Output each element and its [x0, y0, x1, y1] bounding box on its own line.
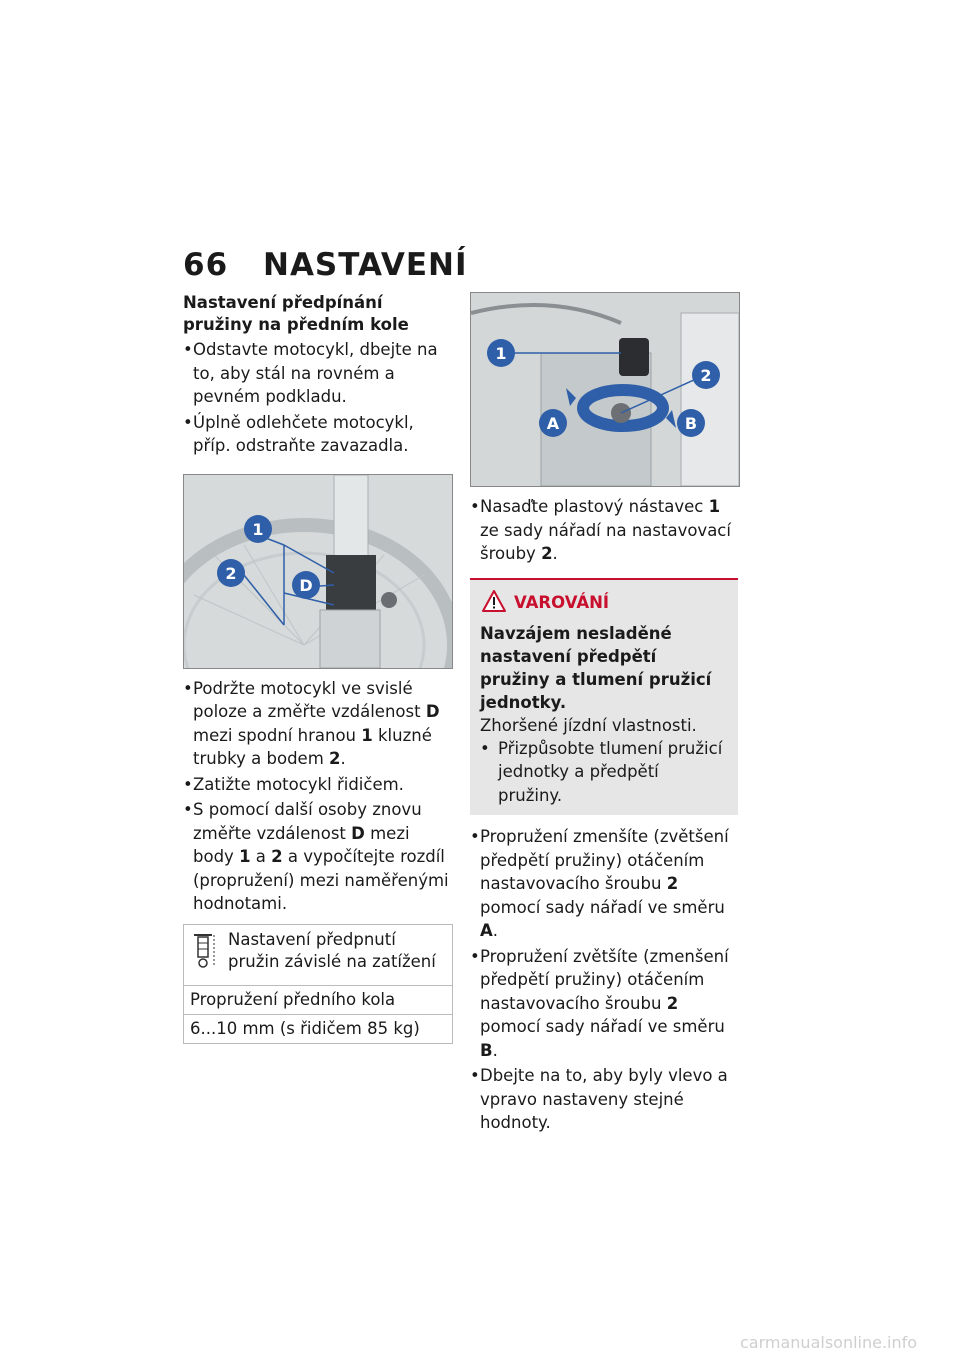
callout-a: A [546, 414, 560, 433]
list-item: • Dbejte na to, aby byly vlevo a vpravo nastaveny stejné hodnoty. [470, 1064, 738, 1135]
adjuster-illustration [471, 293, 739, 486]
list-item: • Zatižte motocykl řidičem. [183, 773, 451, 797]
left-column [183, 292, 451, 1044]
chapter-title: NASTAVENÍ [263, 247, 468, 283]
page-header [183, 247, 468, 283]
fork-illustration [184, 475, 452, 668]
spec-table [183, 924, 453, 1044]
callout-2: 2 [225, 563, 237, 583]
section-title: Nastavení předpínání pružiny na předním kole [183, 293, 409, 334]
list-item: • Nasaďte plastový nástavec 1 ze sady nářadí na nastavovací šrouby 2. [470, 495, 738, 566]
spec-header-text: Nastavení předpnutí pružin závislé na zatížení [228, 929, 436, 971]
warning-triangle-icon [482, 590, 506, 616]
fork-measurement-figure [183, 474, 453, 669]
callout-1: 1 [252, 519, 264, 539]
spec-value: 6...10 mm (s řidičem 85 kg) [190, 1018, 420, 1038]
list-item: • Přizpůsobte tlumení pružicí jednotky a předpětí pružiny. [480, 737, 728, 808]
right-column [470, 292, 738, 1137]
attach-list [470, 495, 738, 566]
page-number: 66 [183, 247, 229, 283]
spec-label: Propružení předního kola [184, 986, 452, 1015]
list-item: • Propružení zvětšíte (zmenšení předpětí pružiny) otáčením nastavovacího šroubu 2 pomocí sady nářadí ve směru B. [470, 945, 738, 1063]
callout-b: B [684, 414, 698, 433]
suspension-icon [188, 929, 228, 979]
list-item: • Podržte motocykl ve svislé poloze a změřte vzdálenost D mezi spodní hranou 1 kluzné trubky a bodem 2. [183, 677, 451, 771]
adjust-list [470, 825, 738, 1135]
list-item: • Odstavte motocykl, dbejte na to, aby stál na rovném a pevném podkladu. [183, 338, 451, 409]
warning-list [470, 737, 738, 808]
footer-watermark: carmanualsonline.info [740, 1333, 918, 1352]
prep-list [183, 338, 451, 458]
warning-consequence: Zhoršené jízdní vlastnosti. [480, 715, 697, 735]
measure-list [183, 677, 451, 916]
warning-header [470, 590, 738, 616]
spec-header [184, 925, 452, 986]
callout-1: 1 [495, 344, 507, 363]
callout-d: D [299, 575, 313, 595]
list-item: • Úplně odlehčete motocykl, příp. odstraňte zavazadla. [183, 411, 451, 458]
warning-headline: Navzájem nesladěné nastavení předpětí pružiny a tlumení pružicí jednotky. [480, 623, 712, 712]
warning-title: VAROVÁNÍ [514, 593, 610, 612]
callout-2: 2 [700, 366, 712, 385]
list-item: • Propružení zmenšíte (zvětšení předpětí pružiny) otáčením nastavovacího šroubu 2 pomocí sady nářadí ve směru A. [470, 825, 738, 943]
list-item: • S pomocí další osoby znovu změřte vzdálenost D mezi body 1 a 2 a vypočítejte rozdíl (propružení) mezi naměřenými hodnotami. [183, 798, 451, 916]
adjuster-figure [470, 292, 740, 487]
warning-box [470, 578, 738, 816]
